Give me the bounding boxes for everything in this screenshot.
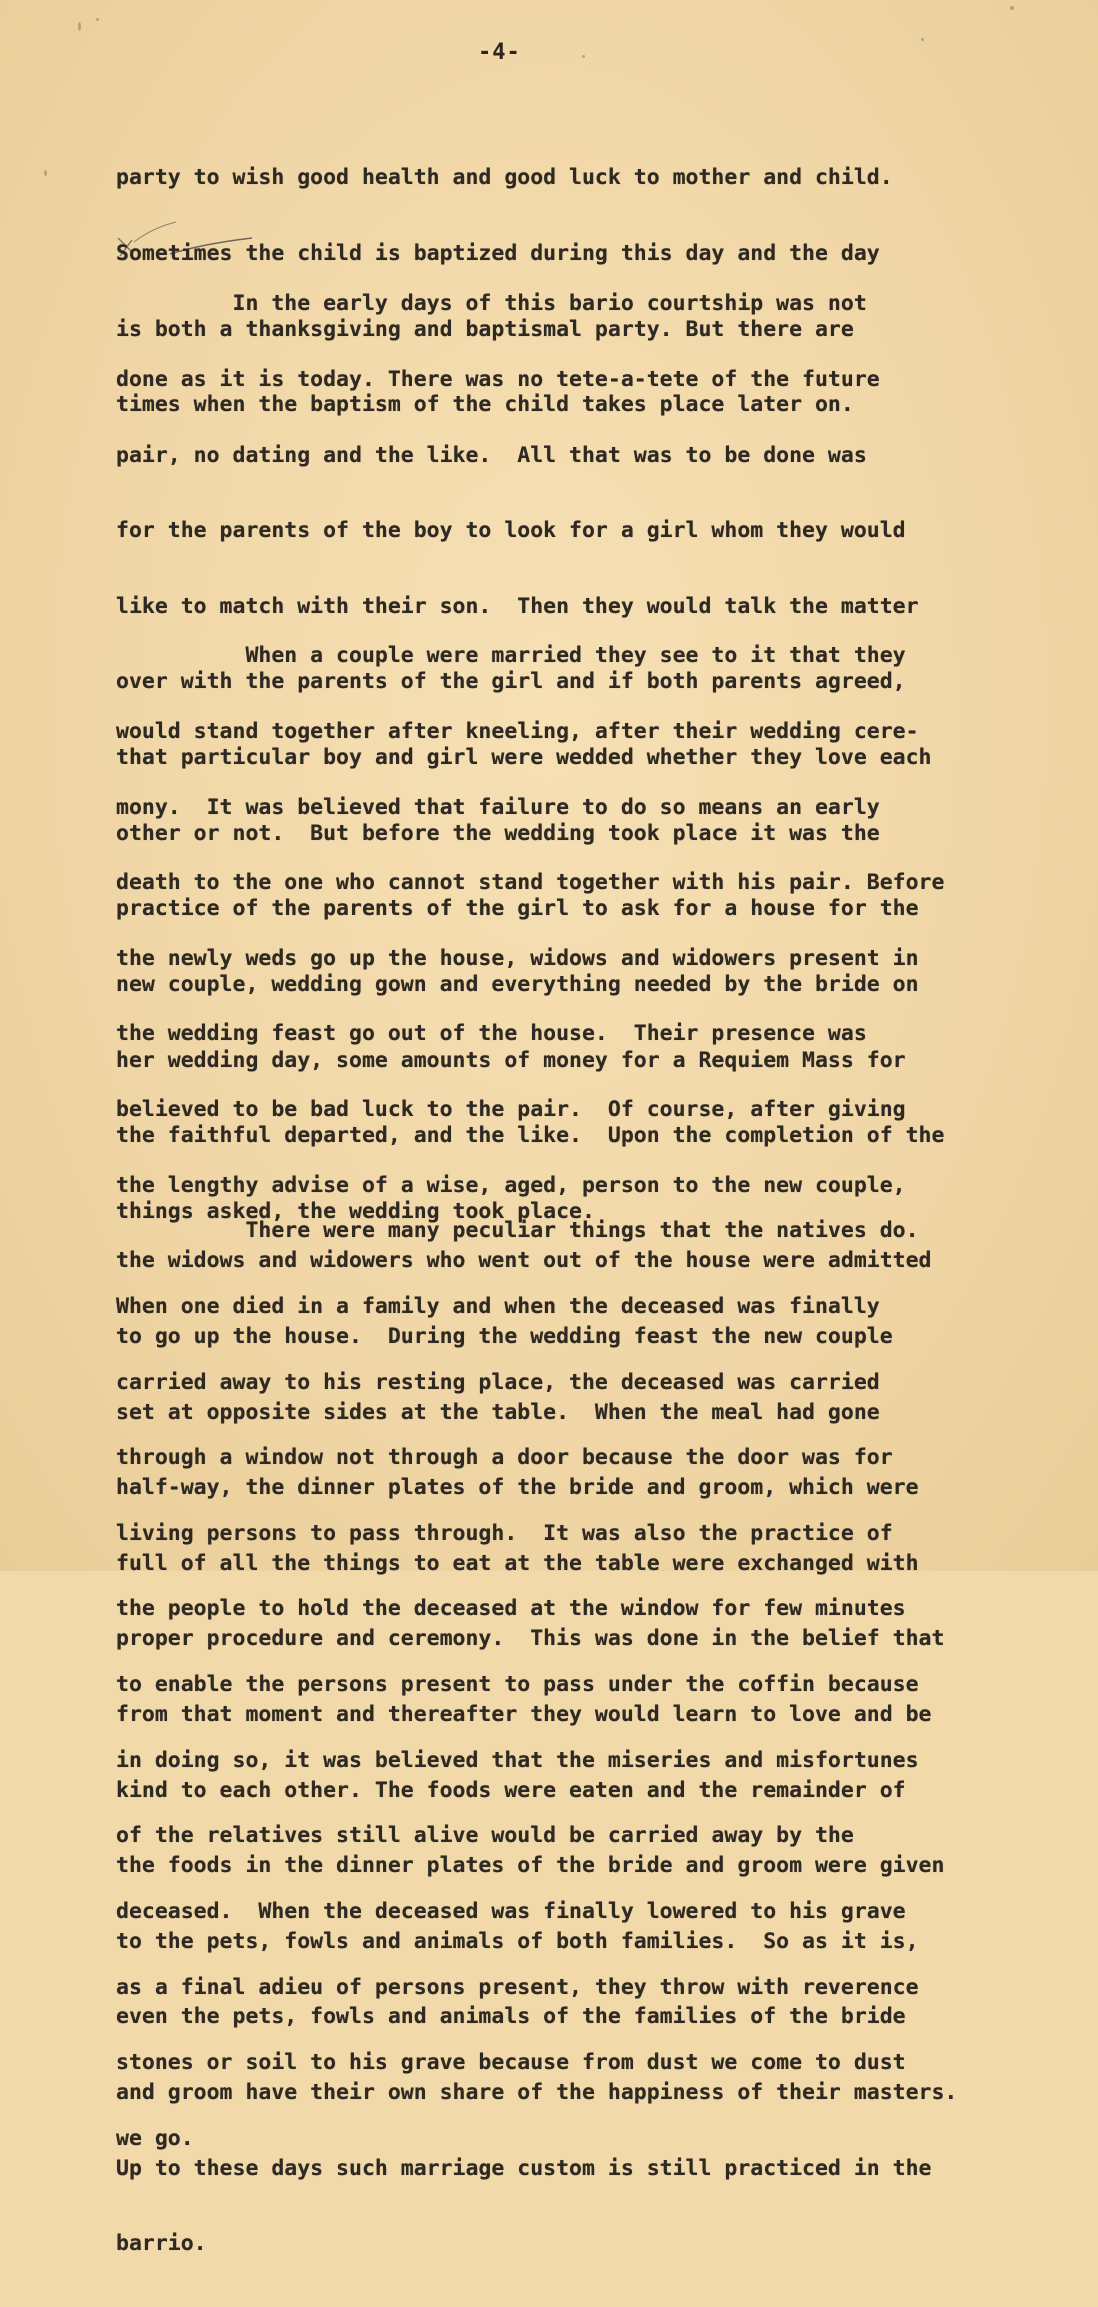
text-line: party to wish good health and good luck to mother and child. <box>116 165 893 191</box>
text-line: the widows and widowers who went out of the house were admitted <box>116 1248 932 1274</box>
text-line: as a final adieu of persons present, they throw with reverence <box>116 1974 919 2000</box>
text-line: new couple, wedding gown and everything needed by the bride on <box>116 971 919 997</box>
text-line: mony. It was believed that failure to do so means an early <box>116 794 880 820</box>
text-line: other or not. But before the wedding took place it was the <box>116 820 880 846</box>
paper-speck <box>78 22 81 31</box>
text-line: In the early days of this bario courtship was not <box>116 291 867 317</box>
text-line: death to the one who cannot stand together with his pair. Before <box>116 870 945 896</box>
text-line: her wedding day, some amounts of money for a Requiem Mass for <box>116 1047 906 1073</box>
text-line: to go up the house. During the wedding feast the new couple <box>116 1323 893 1349</box>
text-line: When a couple were married they see to it that they <box>116 643 906 669</box>
text-line: that particular boy and girl were wedded whether they love each <box>116 745 932 771</box>
text-line: kind to each other. The foods were eaten and the remainder of <box>116 1777 906 1803</box>
text-line: set at opposite sides at the table. When the meal had gone <box>116 1399 880 1425</box>
text-line: of the relatives still alive would be carried away by the <box>116 1823 854 1849</box>
text-line: There were many peculiar things that the natives do. <box>116 1218 919 1244</box>
text-line: barrio. <box>116 2231 207 2257</box>
text-line: practice of the parents of the girl to ask for a house for the <box>116 896 919 922</box>
text-line: Up to these days such marriage custom is still practiced in the <box>116 2155 932 2181</box>
text-line: half-way, the dinner plates of the bride and groom, which were <box>116 1475 919 1501</box>
paper-speck <box>96 18 99 21</box>
text-line: times when the baptism of the child takes place later on. <box>116 392 854 418</box>
paper-speck <box>921 38 924 41</box>
text-line: the faithful departed, and the like. Upon the completion of the <box>116 1123 945 1149</box>
text-line: Sometimes the child is baptized during this day and the day <box>116 241 880 267</box>
text-line: for the parents of the boy to look for a girl whom they would <box>116 518 906 544</box>
text-line: the people to hold the deceased at the window for few minutes <box>116 1596 906 1622</box>
text-line: full of all the things to eat at the table were exchanged with <box>116 1550 919 1576</box>
text-line: done as it is today. There was no tete-a-tete of the future <box>116 367 880 393</box>
paper-speck <box>44 170 47 176</box>
page-number: -4- <box>478 40 521 65</box>
text-line: like to match with their son. Then they would talk the matter <box>116 593 919 619</box>
paper-speck <box>582 55 585 58</box>
text-line: things asked, the wedding took place. <box>116 1198 595 1224</box>
text-line: carried away to his resting place, the deceased was carried <box>116 1369 880 1395</box>
text-line: When one died in a family and when the deceased was finally <box>116 1294 880 1320</box>
paper-speck <box>1010 6 1014 10</box>
text-line: pair, no dating and the like. All that was to be done was <box>116 442 867 468</box>
paragraph-burial-customs <box>116 1168 919 2201</box>
text-line: would stand together after kneeling, after their wedding cere- <box>116 719 919 745</box>
text-line: even the pets, fowls and animals of the families of the bride <box>116 2004 906 2030</box>
text-line: stones or soil to his grave because from dust we come to dust <box>116 2050 906 2076</box>
text-line: deceased. When the deceased was finally lowered to his grave <box>116 1898 906 1924</box>
text-line: and groom have their own share of the happiness of their masters. <box>116 2079 958 2105</box>
text-line: in doing so, it was believed that the miseries and misfortunes <box>116 1747 919 1773</box>
text-line: the lengthy advise of a wise, aged, person to the new couple, <box>116 1172 906 1198</box>
text-line: the wedding feast go out of the house. Their presence was <box>116 1021 867 1047</box>
text-line: from that moment and thereafter they would learn to love and be <box>116 1701 932 1727</box>
text-line: is both a thanksgiving and baptismal party. But there are <box>116 316 854 342</box>
text-line: we go. <box>116 2125 194 2151</box>
text-line: through a window not through a door because the door was for <box>116 1445 893 1471</box>
text-line: the foods in the dinner plates of the bride and groom were given <box>116 1853 945 1879</box>
text-line: proper procedure and ceremony. This was done in the belief that <box>116 1626 945 1652</box>
text-line: living persons to pass through. It was also the practice of <box>116 1520 893 1546</box>
text-line: over with the parents of the girl and if both parents agreed, <box>116 669 906 695</box>
text-line: to the pets, fowls and animals of both families. So as it is, <box>116 1928 919 1954</box>
text-line: to enable the persons present to pass under the coffin because <box>116 1672 919 1698</box>
text-line: the newly weds go up the house, widows and widowers present in <box>116 945 919 971</box>
text-line: believed to be bad luck to the pair. Of course, after giving <box>116 1097 906 1123</box>
